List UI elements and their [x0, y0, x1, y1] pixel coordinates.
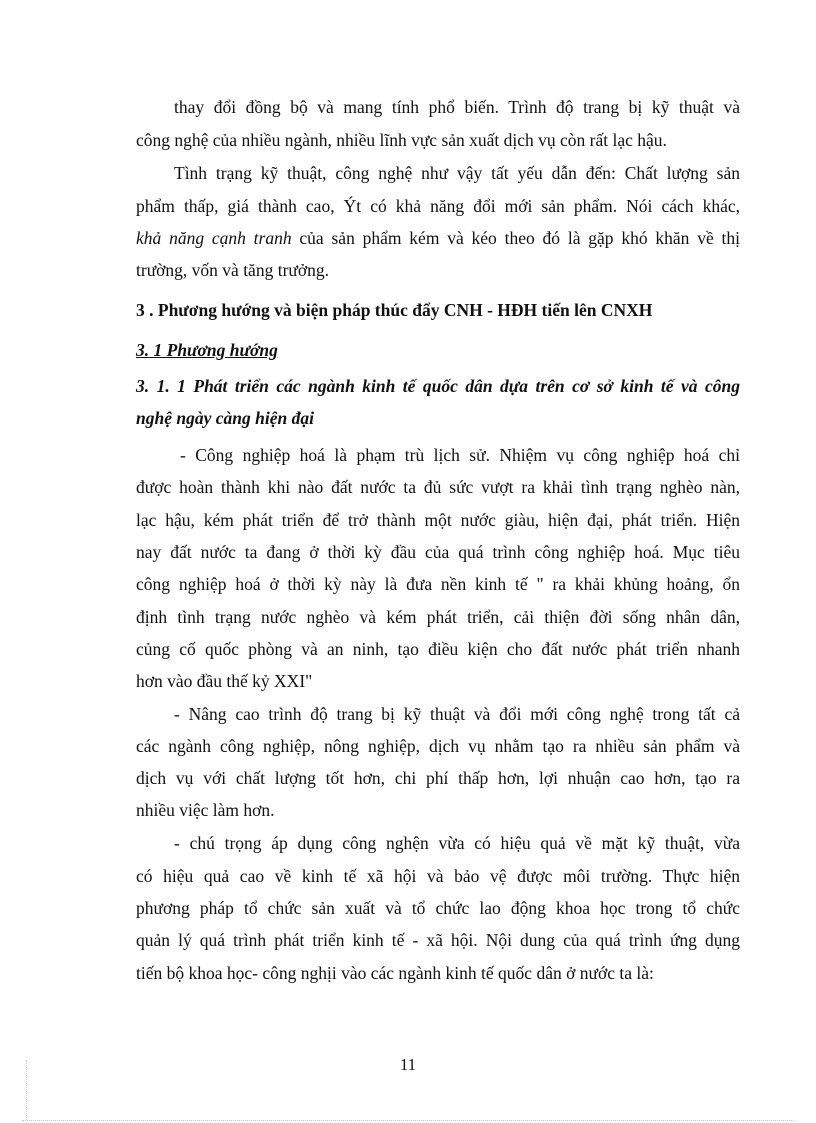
page-bottom-border [22, 1120, 794, 1121]
paragraph-line: lạc hậu, kém phát triển để trở thành một nước giàu, hiện đại, phát triển. Hiện [136, 510, 740, 530]
paragraph-line: phương pháp tổ chức sản xuất và tổ chức lao động khoa học trong tổ chức [136, 898, 740, 918]
subsection-heading [136, 339, 740, 361]
paragraph-line: phẩm thấp, giá thành cao, Ýt có khả năng đổi mới sản phẩm. Nói cách khác, [136, 196, 740, 216]
subsubsection-heading: 3. 1. 1 Phát triển các ngành kinh tế quốc dân dựa trên cơ sở kinh tế và công [136, 376, 740, 396]
paragraph-line: thay đổi đồng bộ và mang tính phổ biến. Trình độ trang bị kỹ thuật và [174, 97, 740, 117]
paragraph-line: định tình trạng nước nghèo và kém phát triển, cải thiện đời sống nhân dân, [136, 607, 740, 627]
bullet-line: - chú trọng áp dụng công nghện vừa có hiệu quả về mặt kỹ thuật, vừa [174, 833, 740, 853]
paragraph-line: được hoàn thành khi nào đất nước ta đủ sức vượt ra khải tình trạng nghèo nàn, [136, 477, 740, 497]
italic-term: khả năng cạnh tranh [136, 228, 292, 248]
subsection-heading-text: 3. 1 Phương hướng [136, 340, 278, 360]
paragraph-line: nhiều việc làm hơn. [136, 800, 275, 820]
bullet-line: - Nâng cao trình độ trang bị kỹ thuật và đổi mới công nghệ trong tất cả [174, 704, 740, 724]
paragraph-line: các ngành công nghiệp, nông nghiệp, dịch vụ nhằm tạo ra nhiều sản phẩm và [136, 736, 740, 756]
paragraph-line: quản lý quá trình phát triển kinh tế - xã hội. Nội dung của quá trình ứng dụng [136, 930, 740, 950]
paragraph-line: trường, vốn và tăng trưởng. [136, 260, 330, 280]
paragraph-line: tiến bộ khoa học- công nghịi vào các ngành kinh tế quốc dân ở nước ta là: [136, 963, 654, 983]
paragraph-line: có hiệu quả cao về kinh tế xã hội và bảo vệ được môi trường. Thực hiện [136, 866, 740, 886]
paragraph-line: dịch vụ với chất lượng tốt hơn, chi phí thấp hơn, lợi nhuận cao hơn, tạo ra [136, 768, 740, 788]
paragraph-line: nay đất nước ta đang ở thời kỳ đầu của quá trình công nghiệp hoá. Mục tiêu [136, 542, 740, 562]
page-number: 11 [399, 1055, 417, 1074]
section-heading: 3 . Phương hướng và biện pháp thúc đẩy CNH - HĐH tiến lên CNXH [136, 300, 653, 320]
paragraph-line [136, 227, 740, 249]
subsubsection-heading: nghệ ngày càng hiện đại [136, 408, 314, 428]
paragraph-text: của sản phẩm kém và kéo theo đó là gặp khó khăn về thị [291, 228, 740, 248]
paragraph-line: Tình trạng kỹ thuật, công nghệ như vậy tất yếu dẫn đến: Chất lượng sản [174, 163, 740, 183]
paragraph-line: công nghệ của nhiều ngành, nhiều lĩnh vực sản xuất dịch vụ còn rất lạc hậu. [136, 130, 667, 150]
paragraph-line: công nghiệp hoá ở thời kỳ này là đưa nền kinh tế " ra khải khủng hoảng, ổn [136, 574, 740, 594]
paragraph-line: hơn vào đầu thế kỷ XXI" [136, 671, 313, 691]
paragraph-line: củng cố quốc phòng và an ninh, tạo điều kiện cho đất nước phát triển nhanh [136, 639, 740, 659]
page-margin-guide [26, 1060, 27, 1120]
paragraph-line: - Công nghiệp hoá là phạm trù lịch sử. Nhiệm vụ công nghiệp hoá chỉ [180, 445, 740, 465]
